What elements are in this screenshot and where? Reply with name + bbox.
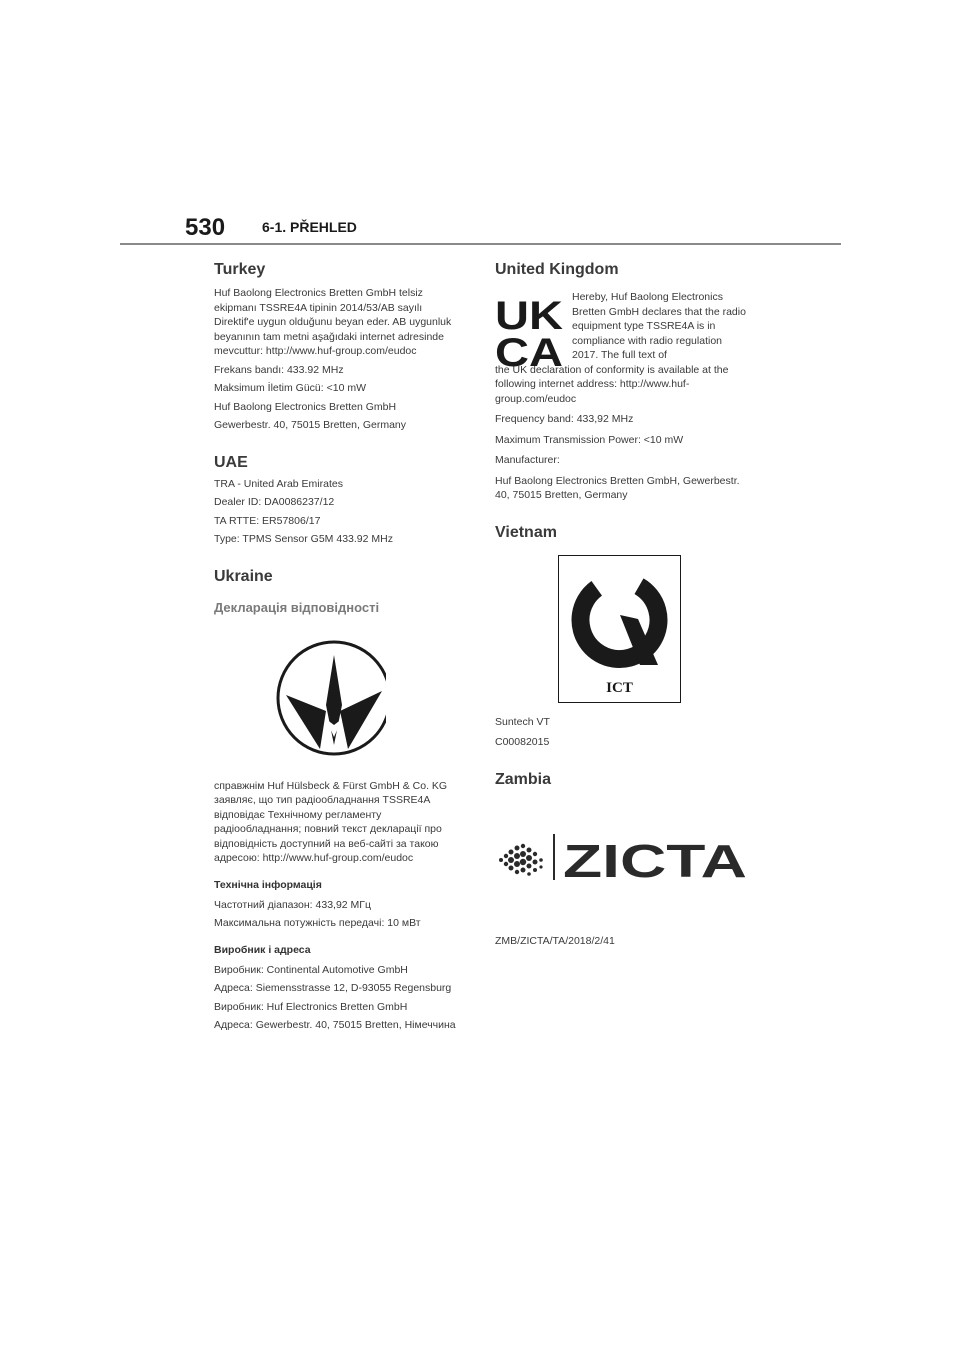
- ict-logo-text: ICT: [606, 679, 633, 696]
- zambia-heading: Zambia: [495, 770, 552, 788]
- zambia-code: ZMB/ZICTA/TA/2018/2/41: [495, 934, 615, 947]
- uae-line-1: TRA - United Arab Emirates: [214, 477, 343, 490]
- vietnam-line-1: Suntech VT: [495, 715, 550, 728]
- uk-declaration-wrapped: Hereby, Huf Baolong Electronics Bretten GmbH declares that the radio equipment type TSSRE4A is in compliance with radio regulation 2017. The full text of: [572, 291, 746, 361]
- ukraine-manufacturer-2: Виробник: Huf Electronics Bretten GmbH: [214, 1000, 408, 1013]
- uae-heading: UAE: [214, 453, 248, 471]
- right-column: [495, 260, 747, 948]
- uk-manufacturer-label: Manufacturer:: [495, 454, 560, 466]
- ukraine-declaration: справжнім Huf Hülsbeck & Fürst GmbH & Co. KG заявляє, що тип радіообладнання TSSRE4A відповідає Технічному регламенту радіообладнання; повний текст декларації про відповідність доступний на веб-сайті за такою адресою: http://www.huf-group.com/eudoc: [214, 779, 448, 864]
- vietnam-heading: Vietnam: [495, 523, 557, 541]
- section-title: 6-1. PŘEHLED: [262, 219, 357, 235]
- uk-frequency: Frequency band: 433,92 MHz: [495, 413, 634, 425]
- uk-declaration-block: [495, 290, 747, 406]
- ukrainian-conformity-mark-icon: [276, 633, 386, 763]
- header-divider: [120, 243, 841, 245]
- ukraine-address-1: Адреса: Siemensstrasse 12, D-93055 Regensburg: [214, 982, 452, 994]
- ukraine-address-2: Адреса: Gewerbestr. 40, 75015 Bretten, Німеччина: [214, 1019, 456, 1031]
- vietnam-line-2: C00082015: [495, 736, 550, 748]
- ukraine-manufacturer-1: Виробник: Continental Automotive GmbH: [214, 963, 408, 976]
- turkey-heading: Turkey: [214, 261, 266, 278]
- turkey-address: Gewerbestr. 40, 75015 Bretten, Germany: [214, 419, 407, 431]
- turkey-manufacturer: Huf Baolong Electronics Bretten GmbH: [214, 400, 397, 413]
- turkey-power: Maksimum İletim Gücü: <10 mW: [214, 382, 366, 394]
- ukca-logo-bottom: CA: [495, 331, 563, 368]
- uk-heading: United Kingdom: [495, 261, 619, 278]
- uk-manufacturer: Huf Baolong Electronics Bretten GmbH, Gewerbestr. 40, 75015 Bretten, Germany: [495, 474, 740, 501]
- ukca-logo-top: UK: [495, 296, 564, 338]
- left-column: [214, 260, 464, 1033]
- ukraine-tech-power: Максимальна потужність передачі: 10 мВт: [214, 917, 421, 929]
- page-number: 530: [185, 214, 226, 241]
- ukraine-subheading: Декларація відповідності: [214, 599, 380, 615]
- ukraine-tech-heading: Технічна інформація: [214, 878, 322, 891]
- turkey-frequency: Frekans bandı: 433.92 MHz: [214, 363, 344, 376]
- uae-line-2: Dealer ID: DA0086237/12: [214, 496, 335, 508]
- uk-declaration-continued: the UK declaration of conformity is available at the following internet address: http://www.huf-group.com/eudoc: [495, 363, 729, 405]
- uae-line-4: Type: TPMS Sensor G5M 433.92 MHz: [214, 533, 393, 545]
- ukca-mark-icon: [495, 296, 565, 368]
- zicta-logo-icon: [495, 830, 748, 884]
- ukraine-manufacturer-heading: Виробник і адреса: [214, 943, 311, 956]
- vietnam-ict-mark-icon: [558, 555, 681, 703]
- turkey-declaration: Huf Baolong Electronics Bretten GmbH telsiz ekipmanı TSSRE4A tipinin 2014/53/AB sayılı Direktif'e uygun olduğunu beyan eder. AB uygunluk beyanının tam metni aşağıdaki internet adresinde mevcuttur: http://www.huf-group.com/eudoc: [214, 287, 452, 357]
- uae-line-3: TA RTTE: ER57806/17: [214, 514, 321, 527]
- ukraine-heading: Ukraine: [214, 567, 273, 585]
- ukraine-tech-frequency: Частотний діапазон: 433,92 МГц: [214, 898, 371, 911]
- uk-power: Maximum Transmission Power: <10 mW: [495, 433, 684, 446]
- zicta-logo-text: ZICTA: [563, 834, 747, 884]
